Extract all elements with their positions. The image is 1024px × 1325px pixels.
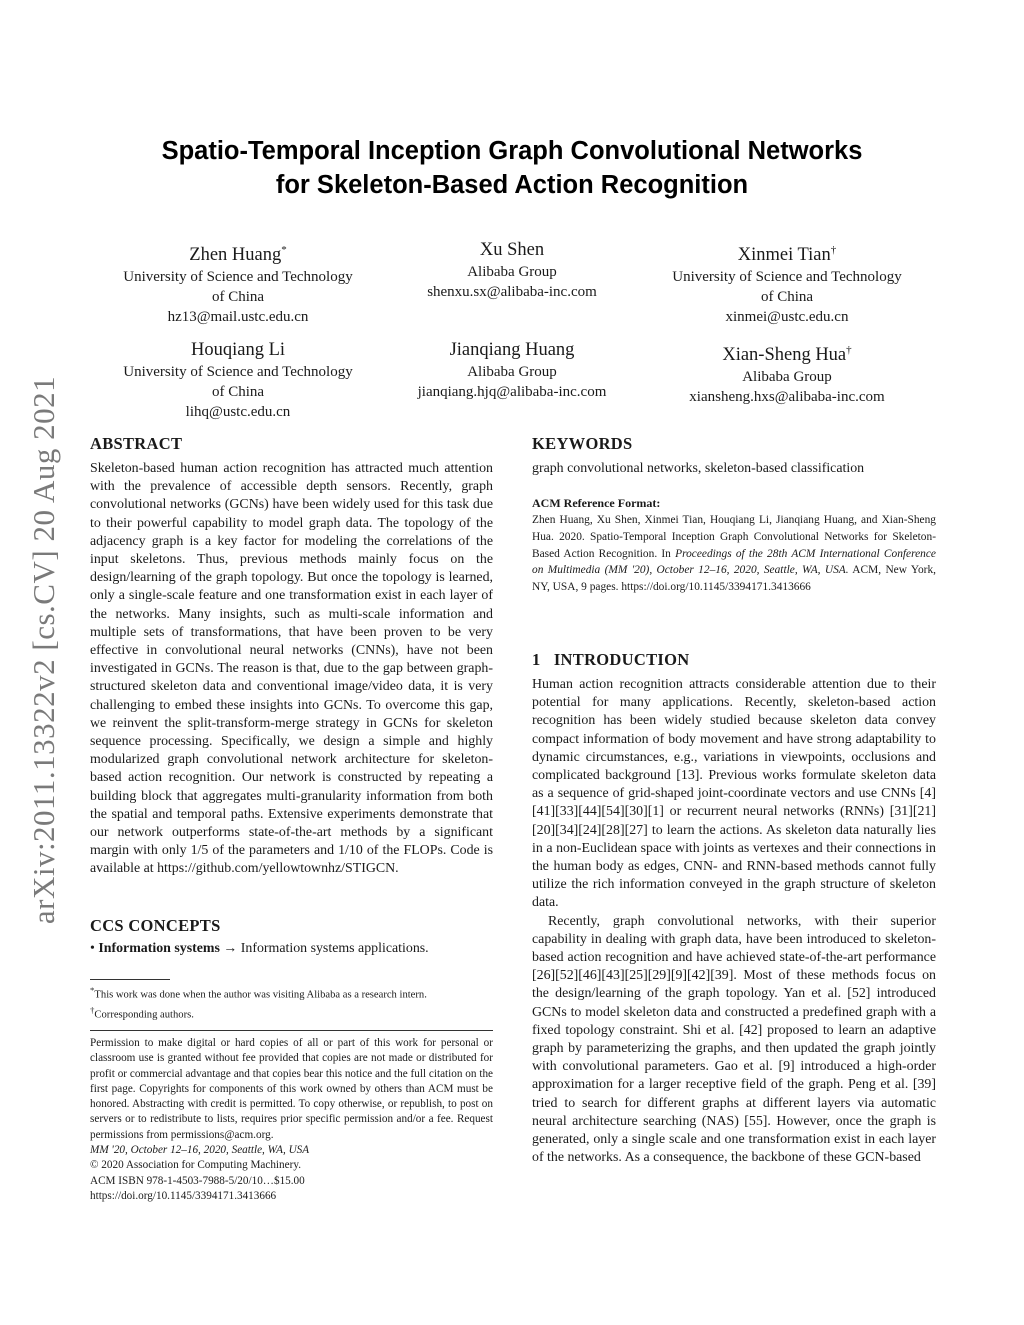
acm-ref-publisher: ACM, New York, NY, USA, 9 pages. https://doi.org/10.1145/3394171.3413666 xyxy=(532,564,936,594)
author-block xyxy=(637,238,937,327)
author-name: Xian-Sheng Hua xyxy=(722,345,847,366)
intro-paragraph-1: Human action recognition attracts considerable attention due to their potential for many applications. Recently, skeleton-based action recognition has been widely studied because skeleton data convey compact information of body movement and have strong adaptability to dynamic circumstances, e.g., variations in viewpoints, occlusions and complicated background [13]. Previous works formulate skeleton data as a sequence of grid-shaped joint-coordinate vectors and use CNNs [4][41][33][44][54][30][1] or recurrent neural networks (RNNs) [31][21][20][34][24][28][27] to learn the actions. As skeleton data naturally lies in a non-Euclidean space with joints as vertexes and their connections in the human body as edges, CNN- and RNN-based methods cannot fully utilize the rich information conveyed in the graph structure of skeleton data. xyxy=(532,677,936,911)
intro-paragraph-2: Recently, graph convolutional networks, with their superior capability in dealing with graph data, have been introduced to skeleton-based action recognition and have achieved state-of-the-art performance [26][52][46][43][25][29][9][42][39]. Most of these methods focus on the design/learning of the graph topology. Yan et al. [52] introduced GCNs to model skeleton data and constructed a predefined graph with a fixed topology constraint. Shi et al. [42] proposed to learn an adaptive graph by parameterizing the graphs, and then updated the graph jointly with convolutional parameters. Gao et al. [9] introduced a high-order approximation for a larger receptive field of the graph. Peng et al. [39] tried to search for different graphs at different layers via automatic neural architecture searching (NAS) [55]. However, once the graph is generated, only a single scale and one transformation exist in each layer of the networks. As a consequence, the backbone of these GCN-based xyxy=(532,913,936,1166)
arxiv-stamp xyxy=(22,350,66,950)
ccs-concepts xyxy=(90,940,493,958)
permission-venue: MM '20, October 12–16, 2020, Seattle, WA, USA xyxy=(90,1144,310,1157)
permission-isbn: ACM ISBN 978-1-4503-7988-5/20/10…$15.00 xyxy=(90,1174,305,1187)
footnote-rule xyxy=(90,979,170,980)
author-email: hz13@mail.ustc.edu.cn xyxy=(167,309,309,326)
intro-body xyxy=(532,676,936,1167)
acm-ref-text xyxy=(532,512,936,596)
author-email: xinmei@ustc.edu.cn xyxy=(725,309,849,326)
author-affiliation: University of Science and Technology xyxy=(123,364,353,380)
keywords-heading: KEYWORDS xyxy=(532,434,633,453)
abstract-heading: ABSTRACT xyxy=(90,434,183,453)
author-affiliation-cont: of China xyxy=(760,289,814,306)
author-affiliation-cont: of China xyxy=(211,289,265,306)
footnotes xyxy=(90,979,493,1024)
paper-title xyxy=(90,134,934,202)
author-email: shenxu.sx@alibaba-inc.com xyxy=(427,284,597,300)
author-affiliation-cont: of China xyxy=(211,384,265,400)
acm-ref-citation: Zhen Huang, Xu Shen, Xinmei Tian, Houqiang Li, Jianqiang Huang, and Xian-Sheng Hua. 2020. Spatio-Temporal Inception Graph Convolutional Networks for Skeleton-Based Action Recognition. In xyxy=(532,514,936,560)
abstract-text: Skeleton-based human action recognition has attracted much attention with the prevalence of accessible depth sensors. Recently, graph convolutional networks (GCNs) have been widely used for this task due to their powerful capability to model graph data. The topology of the adjacency graph is a key factor for modeling the correlations of the input skeletons. Thus, previous methods mainly focus on the design/learning of the graph topology. But once the topology is learned, only a single-scale feature and one transformation exist in each layer of the networks. Many insights, such as multi-scale information and multiple sets of transformations, that have been proven to be very effective in convolutional neural networks (CNNs), have not been investigated in GCNs. The reason is that, due to the gap between graph-structured skeleton data and conventional image/video data, it is very challenging to embed these insights into GCNs. To overcome this gap, we reinvent the split-transform-merge strategy in GCNs for skeleton sequence processing. Specifically, we design a simple and highly modularized graph convolutional network architecture for skeleton-based action recognition. Our network is constructed by repeating a building block that aggregates multi-granularity information from both the spatial and temporal paths. Extensive experiments demonstrate that our network outperforms state-of-the-art methods by a significant margin with only 1/5 of the parameters and 1/10 of the FLOPs. Code is available at https://github.com/yellowtownhz/STIGCN. xyxy=(90,461,493,877)
ccs-heading: CCS CONCEPTS xyxy=(90,916,221,935)
author-affiliation: Alibaba Group xyxy=(467,264,557,280)
ccs-bullet: • xyxy=(90,941,95,956)
introduction-section xyxy=(532,650,936,1167)
footnote-1 xyxy=(90,983,493,1003)
permission-text: Permission to make digital or hard copies of all or part of this work for personal or classroom use is granted without fee provided that copies are not made or distributed for profit or commercial advantage and that copies bear this notice and the full citation on the first page. Copyrights for components of this work owned by others than ACM must be honored. Abstracting with credit is permitted. To copy otherwise, or republish, to post on servers or to redistribute to lists, requires prior specific permission and/or a fee. Request permissions from permissions@acm.org. xyxy=(90,1037,493,1141)
author-block xyxy=(88,338,388,422)
keywords-text: graph convolutional networks, skeleton-based classification xyxy=(532,461,865,476)
acm-ref-proceedings: Proceedings of the 28th ACM International Conference on Multimedia (MM '20), October 12–16, 2020, Seattle, WA, USA. xyxy=(532,547,936,577)
author-name: Houqiang Li xyxy=(190,340,286,360)
author-affiliation: Alibaba Group xyxy=(742,369,832,386)
ccs-subcategory: Information systems applications. xyxy=(240,941,429,956)
footnote-mark: * xyxy=(90,985,95,995)
keywords-section xyxy=(532,434,936,478)
abstract-section xyxy=(90,434,493,879)
footnote-text: This work was done when the author was visiting Alibaba as a research intern. xyxy=(94,989,427,1001)
author-block xyxy=(362,238,662,302)
ccs-category: Information systems xyxy=(98,941,220,956)
title-line-1: Spatio-Temporal Inception Graph Convolutional Networks xyxy=(161,137,863,165)
author-name: Zhen Huang xyxy=(189,245,282,266)
permission-doi: https://doi.org/10.1145/3394171.3413666 xyxy=(90,1189,277,1202)
title-line-2: for Skeleton-Based Action Recognition xyxy=(275,171,749,199)
author-email: xiansheng.hxs@alibaba-inc.com xyxy=(689,389,885,406)
author-block xyxy=(88,238,388,327)
author-mark: * xyxy=(281,244,287,256)
author-name: Jianqiang Huang xyxy=(449,340,575,360)
author-affiliation: University of Science and Technology xyxy=(123,269,353,286)
author-affiliation: Alibaba Group xyxy=(467,364,557,380)
permission-copyright: © 2020 Association for Computing Machinery. xyxy=(90,1159,301,1172)
author-block xyxy=(637,338,937,407)
arxiv-stamp-text: arXiv:2011.13322v2 [cs.CV] 20 Aug 2021 xyxy=(26,375,62,925)
acm-reference xyxy=(532,496,936,596)
author-mark: † xyxy=(830,244,837,256)
permission-block xyxy=(90,1030,493,1204)
author-mark: † xyxy=(846,344,852,356)
author-email: jianqiang.hjq@alibaba-inc.com xyxy=(417,384,607,400)
author-name: Xinmei Tian xyxy=(737,245,831,266)
ccs-section xyxy=(90,916,493,958)
intro-heading: 1 INTRODUCTION xyxy=(532,650,690,669)
footnote-mark: † xyxy=(90,1005,95,1016)
permission-rule xyxy=(90,1030,493,1031)
footnote-2 xyxy=(90,1003,493,1023)
ccs-arrow: → xyxy=(223,941,238,956)
author-block xyxy=(362,338,662,402)
author-affiliation: University of Science and Technology xyxy=(672,269,902,286)
author-email: lihq@ustc.edu.cn xyxy=(185,404,291,420)
author-name: Xu Shen xyxy=(479,240,545,260)
footnote-text: Corresponding authors. xyxy=(94,1009,194,1021)
acm-ref-heading: ACM Reference Format: xyxy=(532,496,661,510)
